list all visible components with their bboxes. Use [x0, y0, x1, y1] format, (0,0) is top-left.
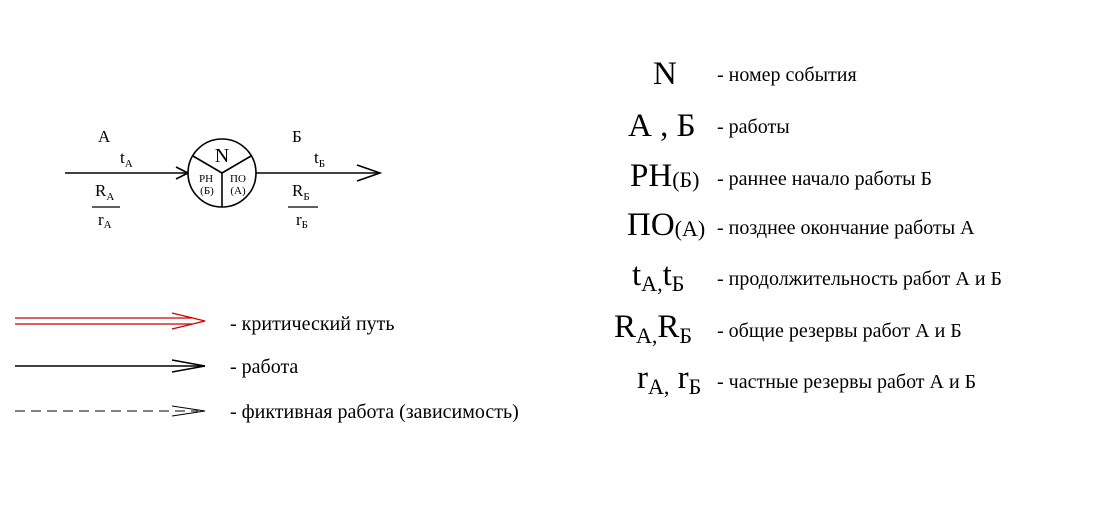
notation-symbol-works: А , Б: [628, 108, 696, 144]
legend-dummy: [15, 401, 519, 423]
arrow-legend: [15, 313, 519, 423]
event-node: [188, 139, 256, 207]
notation-total-reserve: [614, 309, 962, 348]
notation-po: ПО: [627, 207, 675, 243]
notation-r-small-sep: ,: [663, 374, 670, 399]
notation-t-b: t: [662, 257, 672, 293]
notation-free-reserve: [637, 360, 976, 399]
work-b-r: r: [296, 210, 302, 229]
notation-r-small-b-sub: Б: [688, 374, 702, 399]
notation-t-a-sub: А: [641, 271, 658, 296]
legend-critical-path: [15, 313, 395, 335]
notation-po-work: (А): [674, 216, 706, 241]
work-a-t-sub: А: [124, 158, 133, 170]
notation-rn-work: (Б): [672, 167, 700, 192]
notation-symbol-late-finish: [627, 207, 705, 243]
work-a: [65, 127, 188, 231]
work-a-free-reserve: [98, 210, 112, 231]
notation-t-a: t: [632, 257, 642, 293]
notation-r-big-a-sub: А: [636, 323, 652, 348]
legend-critical-label: - критический путь: [230, 313, 395, 335]
work-b-R: R: [292, 181, 304, 200]
work-a-duration: [120, 148, 133, 170]
work-b-name: Б: [292, 127, 302, 146]
notation-r-small-b: r: [669, 360, 689, 396]
work-a-t: t: [120, 148, 125, 167]
event-late-finish: ПО: [230, 173, 246, 185]
notation-t-sep: ,: [657, 271, 663, 296]
notation-t-b-sub: Б: [671, 271, 685, 296]
event-late-finish-work: (А): [230, 185, 246, 197]
notation-desc-works: - работы: [717, 116, 790, 138]
legend-work-label: - работа: [230, 356, 299, 378]
work-a-total-reserve: [95, 181, 114, 203]
notation-symbol-free-reserve: [637, 360, 701, 399]
notation-desc-duration: - продолжительность работ А и Б: [717, 268, 1003, 290]
notation-works: [628, 108, 790, 144]
notation-desc-total-reserve: - общие резервы работ А и Б: [717, 320, 962, 342]
notation-r-big-sep: ,: [651, 323, 658, 348]
work-a-R-sub: А: [106, 191, 115, 203]
notation-desc-n: - номер события: [717, 64, 857, 86]
notation-early-start: [630, 158, 932, 194]
notation-late-finish: [627, 207, 975, 243]
notation-r-big-a: R: [614, 309, 637, 345]
work-b-total-reserve: [292, 181, 310, 203]
work-a-r-sub: А: [103, 219, 112, 231]
work-b-t-sub: Б: [318, 158, 326, 170]
notation-symbol-n: N: [653, 56, 677, 92]
work-b-R-sub: Б: [303, 191, 310, 203]
notation-rn: РН: [630, 158, 673, 194]
work-a-name: А: [98, 127, 111, 146]
work-a-R: R: [95, 181, 107, 200]
event-number: N: [214, 145, 230, 167]
event-early-start: РН: [198, 173, 214, 185]
work-b-free-reserve: [296, 210, 308, 231]
notation-desc-free-reserve: - частные резервы работ А и Б: [717, 371, 977, 393]
notation-symbol-early-start: [630, 158, 699, 194]
work-b-r-sub: Б: [301, 219, 308, 231]
critical-arrowhead: [172, 313, 205, 329]
notation-r-small-a: r: [637, 360, 648, 396]
notation-symbol-total-reserve: [614, 309, 692, 348]
work-b-t: t: [314, 148, 319, 167]
notation-desc-early-start: - раннее начало работы Б: [717, 168, 933, 190]
notation-duration: [632, 257, 1002, 296]
work-b: [256, 127, 380, 231]
legend-work: [15, 356, 298, 378]
notation-r-big-b: R: [657, 309, 680, 345]
notation-symbol-duration: [632, 257, 684, 296]
work-a-r: r: [98, 210, 104, 229]
notation-event-number: [653, 56, 857, 92]
notation-r-big-b-sub: Б: [679, 323, 693, 348]
event-early-start-work: (Б): [200, 185, 214, 197]
work-b-duration: [314, 148, 325, 170]
notation-legend: [614, 56, 1002, 399]
legend-dummy-label: - фиктивная работа (зависимость): [230, 401, 519, 423]
notation-desc-late-finish: - позднее окончание работы А: [717, 217, 975, 239]
notation-r-small-a-sub: А: [648, 374, 664, 399]
